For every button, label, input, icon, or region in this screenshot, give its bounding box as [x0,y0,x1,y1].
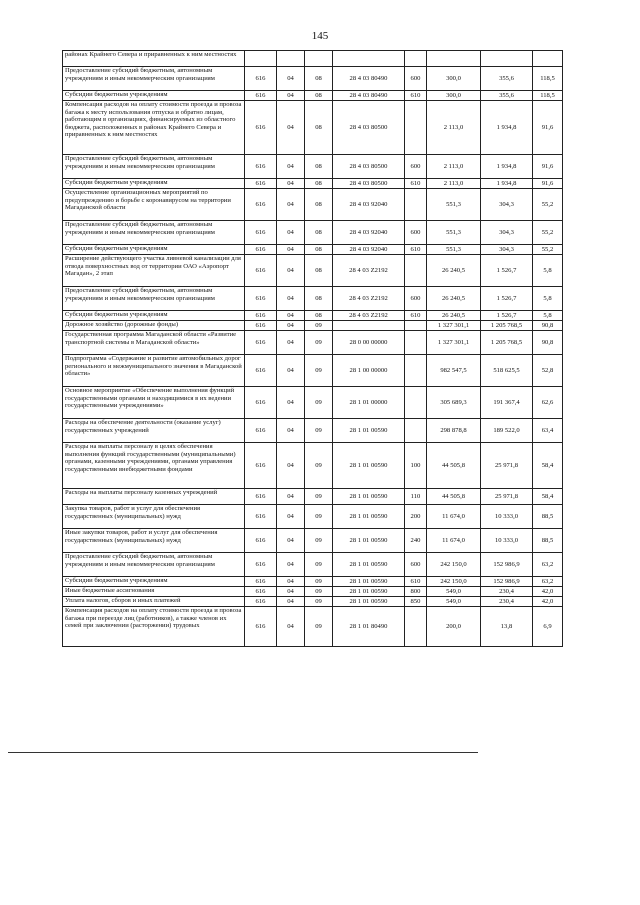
cell-approved: 44 505,8 [427,443,481,489]
cell-expense: 610 [405,179,427,189]
table-row [63,607,563,647]
cell-ministry: 616 [245,597,277,607]
cell-ministry: 616 [245,387,277,419]
cell-ministry: 616 [245,179,277,189]
cell-name: Государственная программа Магаданской области «Развитие транспортной системы в Магаданской области» [63,331,245,355]
cell-executed: 152 986,9 [481,577,533,587]
cell-percent: 55,2 [533,245,563,255]
cell-executed: 191 367,4 [481,387,533,419]
cell-percent: 62,6 [533,387,563,419]
table-row [63,189,563,221]
cell-name: Предоставление субсидий бюджетным, автономным учреждениям и иным некоммерческим организациям [63,553,245,577]
budget-table [62,50,563,647]
cell-name: Компенсация расходов на оплату стоимости проезда и провоза багажа при переезде лиц (работников), а также членов их семей при заключении (расторжении) трудовых [63,607,245,647]
cell-executed [481,51,533,67]
cell-percent: 42,0 [533,587,563,597]
cell-section: 04 [277,287,305,311]
cell-approved: 549,0 [427,597,481,607]
cell-ministry: 616 [245,155,277,179]
cell-expense [405,355,427,387]
cell-expense [405,101,427,155]
cell-name: Субсидии бюджетным учреждениям [63,245,245,255]
cell-target: 28 4 03 80490 [333,67,405,91]
cell-ministry: 616 [245,587,277,597]
cell-approved: 298 878,8 [427,419,481,443]
cell-name: Расширение действующего участка ливневой канализации для отвода поверхностных вод от территории ОАО «Аэропорт Магадан», 2 этап [63,255,245,287]
cell-executed: 518 625,5 [481,355,533,387]
page-number: 145 [311,30,329,42]
table-row [63,101,563,155]
cell-ministry: 616 [245,419,277,443]
cell-section: 04 [277,245,305,255]
cell-name: Расходы на выплаты персоналу в целях обеспечения выполнения функций государственными (муниципальными) органами, казенными учреждениями, органами управления государственными внебюджетными фондами [63,443,245,489]
cell-expense: 850 [405,597,427,607]
cell-approved: 982 547,5 [427,355,481,387]
cell-expense: 610 [405,91,427,101]
table-row [63,355,563,387]
table-row [63,529,563,553]
table-row [63,287,563,311]
table-row [63,505,563,529]
cell-subsection: 08 [305,67,333,91]
cell-approved: 242 150,0 [427,553,481,577]
cell-target: 28 1 01 00590 [333,597,405,607]
cell-name: Дорожное хозяйство (дорожные фонды) [63,321,245,331]
cell-executed: 189 522,0 [481,419,533,443]
cell-approved [427,51,481,67]
cell-approved: 1 327 301,1 [427,321,481,331]
cell-subsection: 08 [305,91,333,101]
cell-target: 28 4 03 Z2192 [333,255,405,287]
cell-percent: 63,2 [533,553,563,577]
table-row [63,179,563,189]
table-row [63,321,563,331]
cell-section: 04 [277,155,305,179]
cell-expense: 110 [405,489,427,505]
cell-subsection: 09 [305,597,333,607]
cell-approved: 551,3 [427,189,481,221]
cell-name: Предоставление субсидий бюджетным, автономным учреждениям и иным некоммерческим организациям [63,67,245,91]
cell-name: Уплата налогов, сборов и иных платежей [63,597,245,607]
cell-name: Субсидии бюджетным учреждениям [63,311,245,321]
cell-approved: 551,3 [427,221,481,245]
table-row [63,91,563,101]
cell-name: Расходы на выплаты персоналу казенных учреждений [63,489,245,505]
cell-name: Субсидии бюджетным учреждениям [63,577,245,587]
cell-approved: 26 240,5 [427,287,481,311]
cell-percent: 55,2 [533,221,563,245]
cell-expense: 600 [405,155,427,179]
table-row [63,255,563,287]
cell-target: 28 1 01 00590 [333,577,405,587]
table-row [63,221,563,245]
cell-expense: 610 [405,577,427,587]
cell-subsection: 09 [305,505,333,529]
cell-ministry: 616 [245,255,277,287]
table-row [63,443,563,489]
cell-percent: 88,5 [533,529,563,553]
cell-approved: 300,0 [427,91,481,101]
cell-approved: 26 240,5 [427,311,481,321]
cell-name: Подпрограмма «Содержание и развитие автомобильных дорог регионального и межмуниципального значения в Магаданской области» [63,355,245,387]
cell-target [333,321,405,331]
cell-target: 28 1 01 00590 [333,505,405,529]
cell-ministry: 616 [245,607,277,647]
table-row [63,489,563,505]
cell-target: 28 4 03 80490 [333,91,405,101]
cell-section: 04 [277,587,305,597]
cell-section: 04 [277,321,305,331]
cell-target: 28 4 03 80500 [333,179,405,189]
cell-subsection: 09 [305,607,333,647]
cell-target: 28 1 01 00000 [333,387,405,419]
cell-percent: 88,5 [533,505,563,529]
cell-ministry: 616 [245,287,277,311]
cell-percent: 118,5 [533,67,563,91]
cell-ministry: 616 [245,221,277,245]
cell-percent: 6,9 [533,607,563,647]
cell-executed: 10 333,0 [481,505,533,529]
cell-section: 04 [277,311,305,321]
cell-subsection: 08 [305,179,333,189]
table-row [63,597,563,607]
cell-section: 04 [277,101,305,155]
table-row [63,553,563,577]
cell-executed: 1 526,7 [481,311,533,321]
table-row [63,67,563,91]
cell-percent: 91,6 [533,101,563,155]
cell-approved: 551,3 [427,245,481,255]
cell-ministry: 616 [245,331,277,355]
cell-subsection: 09 [305,529,333,553]
cell-executed: 1 526,7 [481,255,533,287]
cell-subsection: 09 [305,443,333,489]
table-row [63,245,563,255]
cell-approved: 1 327 301,1 [427,331,481,355]
cell-section: 04 [277,189,305,221]
cell-expense: 610 [405,245,427,255]
table-row [63,51,563,67]
cell-section: 04 [277,419,305,443]
cell-ministry: 616 [245,553,277,577]
bottom-divider [8,752,478,753]
cell-subsection: 09 [305,577,333,587]
cell-ministry: 616 [245,489,277,505]
cell-percent: 91,6 [533,179,563,189]
cell-executed: 304,3 [481,245,533,255]
cell-subsection: 09 [305,419,333,443]
cell-name: районах Крайнего Севера и приравненных к ним местностях [63,51,245,67]
cell-expense [405,51,427,67]
cell-approved: 11 674,0 [427,529,481,553]
cell-percent: 63,2 [533,577,563,587]
cell-expense: 600 [405,67,427,91]
cell-subsection [305,51,333,67]
cell-subsection: 08 [305,221,333,245]
cell-name: Расходы на обеспечение деятельности (оказание услуг) государственных учреждений [63,419,245,443]
cell-section: 04 [277,387,305,419]
cell-ministry: 616 [245,443,277,489]
cell-executed: 304,3 [481,221,533,245]
cell-expense [405,189,427,221]
cell-ministry: 616 [245,101,277,155]
cell-executed: 13,8 [481,607,533,647]
cell-section: 04 [277,67,305,91]
cell-target: 28 1 01 00590 [333,489,405,505]
cell-section: 04 [277,355,305,387]
cell-approved: 11 674,0 [427,505,481,529]
cell-expense: 200 [405,505,427,529]
cell-percent: 58,4 [533,489,563,505]
cell-approved: 549,0 [427,587,481,597]
cell-target: 28 4 03 92040 [333,221,405,245]
cell-subsection: 09 [305,489,333,505]
cell-section: 04 [277,553,305,577]
cell-expense: 600 [405,221,427,245]
cell-name: Основное мероприятие «Обеспечение выполнения функций государственными органами и находящимися в их ведении государственными учреждениями» [63,387,245,419]
cell-target: 28 1 00 00000 [333,355,405,387]
cell-section: 04 [277,221,305,245]
cell-executed: 230,4 [481,597,533,607]
cell-target: 28 1 01 00590 [333,587,405,597]
cell-executed: 1 934,8 [481,179,533,189]
cell-expense: 610 [405,311,427,321]
cell-name: Закупка товаров, работ и услуг для обеспечения государственных (муниципальных) нужд [63,505,245,529]
cell-executed: 1 934,8 [481,101,533,155]
cell-approved: 26 240,5 [427,255,481,287]
cell-name: Предоставление субсидий бюджетным, автономным учреждениям и иным некоммерческим организациям [63,155,245,179]
cell-subsection: 09 [305,355,333,387]
cell-percent: 58,4 [533,443,563,489]
cell-target: 28 0 00 00000 [333,331,405,355]
cell-name: Субсидии бюджетным учреждениям [63,91,245,101]
cell-name: Предоставление субсидий бюджетным, автономным учреждениям и иным некоммерческим организациям [63,287,245,311]
cell-subsection: 08 [305,311,333,321]
cell-subsection: 08 [305,245,333,255]
cell-approved: 2 113,0 [427,179,481,189]
cell-ministry: 616 [245,529,277,553]
table-row [63,155,563,179]
cell-approved: 242 150,0 [427,577,481,587]
cell-ministry: 616 [245,91,277,101]
cell-section [277,51,305,67]
cell-target: 28 1 01 00590 [333,529,405,553]
cell-percent: 5,8 [533,311,563,321]
cell-executed: 10 333,0 [481,529,533,553]
cell-name: Иные бюджетные ассигнования [63,587,245,597]
cell-section: 04 [277,91,305,101]
cell-ministry: 616 [245,189,277,221]
cell-approved: 300,0 [427,67,481,91]
cell-subsection: 08 [305,189,333,221]
cell-section: 04 [277,529,305,553]
cell-section: 04 [277,331,305,355]
cell-section: 04 [277,597,305,607]
cell-percent: 42,0 [533,597,563,607]
cell-subsection: 09 [305,387,333,419]
table-row [63,419,563,443]
cell-target [333,51,405,67]
cell-percent: 63,4 [533,419,563,443]
cell-section: 04 [277,577,305,587]
cell-executed: 1 526,7 [481,287,533,311]
cell-subsection: 09 [305,587,333,597]
cell-percent: 118,5 [533,91,563,101]
cell-approved: 44 505,8 [427,489,481,505]
cell-percent: 90,8 [533,321,563,331]
cell-target: 28 1 01 00590 [333,553,405,577]
cell-expense [405,255,427,287]
cell-section: 04 [277,607,305,647]
cell-expense [405,321,427,331]
cell-name: Субсидии бюджетным учреждениям [63,179,245,189]
cell-ministry: 616 [245,355,277,387]
cell-ministry: 616 [245,321,277,331]
cell-name: Иные закупки товаров, работ и услуг для обеспечения государственных (муниципальных) нужд [63,529,245,553]
table-row [63,331,563,355]
cell-target: 28 4 03 Z2192 [333,311,405,321]
table-body [63,51,563,647]
cell-percent: 55,2 [533,189,563,221]
table-row [63,387,563,419]
cell-target: 28 1 01 80490 [333,607,405,647]
cell-expense: 600 [405,553,427,577]
table-row [63,587,563,597]
cell-percent: 5,8 [533,255,563,287]
cell-subsection: 08 [305,255,333,287]
cell-target: 28 4 03 92040 [333,245,405,255]
cell-ministry [245,51,277,67]
cell-expense: 600 [405,287,427,311]
cell-executed: 152 986,9 [481,553,533,577]
cell-target: 28 4 03 Z2192 [333,287,405,311]
cell-percent: 52,8 [533,355,563,387]
table-row [63,311,563,321]
cell-executed: 304,3 [481,189,533,221]
cell-expense: 100 [405,443,427,489]
cell-subsection: 09 [305,331,333,355]
cell-approved: 305 689,3 [427,387,481,419]
cell-approved: 200,0 [427,607,481,647]
cell-executed: 355,6 [481,91,533,101]
cell-percent: 5,8 [533,287,563,311]
cell-expense [405,419,427,443]
cell-name: Осуществление организационных мероприятий по предупреждению и борьбе с коронавирусом на территории Магаданской области [63,189,245,221]
cell-target: 28 4 03 80500 [333,155,405,179]
cell-expense: 240 [405,529,427,553]
cell-name: Предоставление субсидий бюджетным, автономным учреждениям и иным некоммерческим организациям [63,221,245,245]
cell-percent: 91,6 [533,155,563,179]
cell-target: 28 4 03 92040 [333,189,405,221]
cell-percent [533,51,563,67]
cell-target: 28 1 01 00590 [333,419,405,443]
cell-name: Компенсация расходов на оплату стоимости проезда и провоза багажа к месту использования отпуска и обратно лицам, работающим в организациях, финансируемых из областного бюджета, расположенных в районах Крайнего Севера и приравненных к ним местностях [63,101,245,155]
cell-approved: 2 113,0 [427,155,481,179]
cell-ministry: 616 [245,505,277,529]
cell-section: 04 [277,179,305,189]
cell-executed: 25 971,8 [481,443,533,489]
cell-approved: 2 113,0 [427,101,481,155]
cell-executed: 25 971,8 [481,489,533,505]
cell-expense [405,607,427,647]
cell-executed: 1 934,8 [481,155,533,179]
cell-section: 04 [277,443,305,489]
cell-executed: 1 205 768,5 [481,331,533,355]
cell-percent: 90,8 [533,331,563,355]
cell-executed: 1 205 768,5 [481,321,533,331]
cell-subsection: 08 [305,101,333,155]
cell-expense [405,331,427,355]
cell-section: 04 [277,255,305,287]
cell-section: 04 [277,505,305,529]
cell-ministry: 616 [245,311,277,321]
cell-ministry: 616 [245,245,277,255]
cell-section: 04 [277,489,305,505]
cell-ministry: 616 [245,67,277,91]
cell-target: 28 1 01 00590 [333,443,405,489]
cell-subsection: 09 [305,321,333,331]
cell-executed: 230,4 [481,587,533,597]
cell-subsection: 08 [305,155,333,179]
cell-expense: 800 [405,587,427,597]
cell-ministry: 616 [245,577,277,587]
cell-executed: 355,6 [481,67,533,91]
cell-subsection: 08 [305,287,333,311]
cell-target: 28 4 03 80500 [333,101,405,155]
cell-expense [405,387,427,419]
cell-subsection: 09 [305,553,333,577]
table-row [63,577,563,587]
